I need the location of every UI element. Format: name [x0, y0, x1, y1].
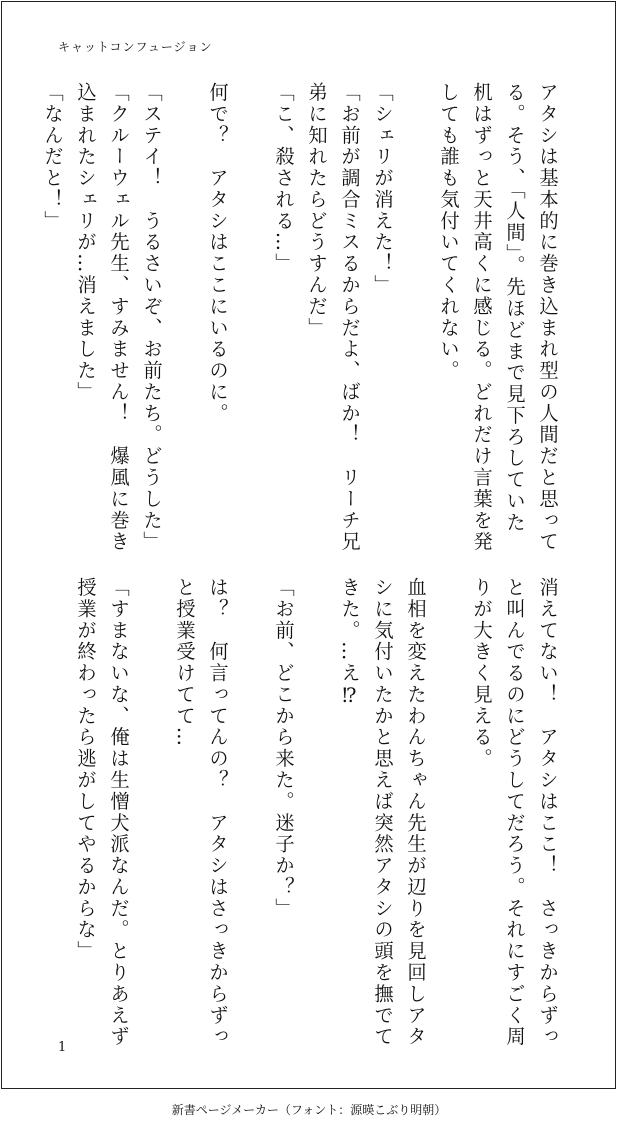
footer-credit: 新書ページメーカー（フォント：源暎こぶり明朝）: [171, 1103, 447, 1117]
text-column-top: アタシは基本的に巻き込まれ型の人間だと思って る。そう、「人間」。先ほどまで見下ろしていた 机はずっと天井高くに感じる。どれだけ言葉を発 しても誰も気付いてくれない。 「シェリが消えた！」 「お前が調合ミスるからだよ、ばか！ リーチ兄 弟に知れたらどうすんだ」 「こ、殺される…」 何で？ アタシはここにいるのに。 「ステイ！ うるさいぞ、お前たち。どうした」 「クルーウェル先生、すみません！ 爆風に巻き 込まれたシェリが…消えました」 「なんだと！」: [41, 82, 559, 553]
running-header: キャットコンフュージョン: [58, 40, 213, 54]
book-page: [1, 1, 616, 1089]
text-column-bottom: 消えてない！ アタシはここ！ さっきからずっ と叫んでるのにどうしてだろう。それにすごく周 りが大きく見える。 血相を変えたわんちゃん先生が辺りを見回しアタ シに気付いたかと思えば突然アタシの頭を撫でて きた。…え⁉ 「お前、どこから来た。迷子か？」 は？ 何言ってんの？ アタシはさっきからずっ と授業受けてて… 「すまないな、俺は生憎犬派なんだ。とりあえず 授業が終わったら逃がしてやるからな」: [74, 577, 559, 1048]
page-number: 1: [58, 1040, 67, 1055]
